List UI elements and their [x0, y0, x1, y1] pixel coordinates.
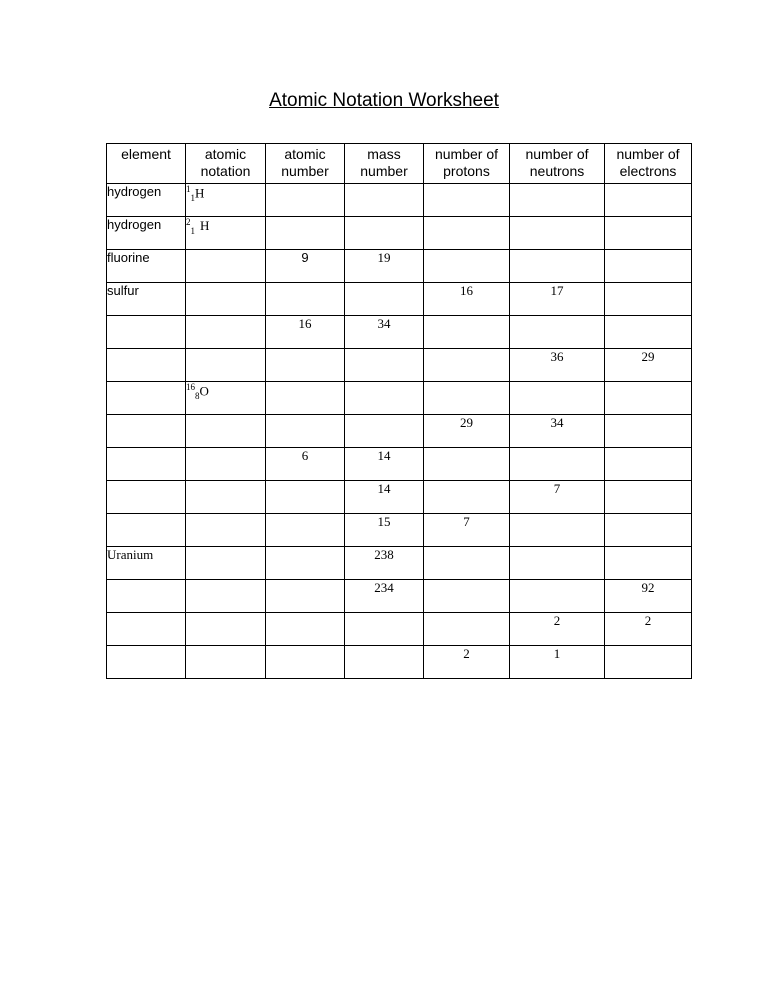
atomic-number-cell [266, 646, 345, 679]
mass-number-cell: 14 [345, 481, 424, 514]
neutrons-cell [510, 217, 605, 250]
header-protons: number of protons [424, 144, 510, 184]
table-row [107, 613, 692, 646]
mass-number-cell [345, 613, 424, 646]
table-row [107, 217, 692, 250]
electrons-cell [605, 184, 692, 217]
protons-cell [424, 250, 510, 283]
table-row [107, 448, 692, 481]
atomic-notation-cell [186, 580, 266, 613]
atomic-notation-cell [186, 250, 266, 283]
element-cell: hydrogen [107, 184, 186, 217]
table-row [107, 646, 692, 679]
electrons-cell [605, 514, 692, 547]
atomic-subscript: 8 [195, 390, 200, 401]
table-row [107, 316, 692, 349]
neutrons-cell [510, 316, 605, 349]
mass-number-cell [345, 382, 424, 415]
atomic-notation-cell [186, 283, 266, 316]
atomic-number-cell [266, 217, 345, 250]
mass-number-cell: 238 [345, 547, 424, 580]
atomic-number-cell [266, 580, 345, 613]
mass-number-cell [345, 184, 424, 217]
atomic-subscript: 1 [190, 225, 195, 236]
electrons-cell [605, 547, 692, 580]
neutrons-cell [510, 448, 605, 481]
electrons-cell [605, 481, 692, 514]
electrons-cell [605, 250, 692, 283]
element-cell [107, 382, 186, 415]
neutrons-cell: 7 [510, 481, 605, 514]
neutrons-cell [510, 580, 605, 613]
table-row [107, 382, 692, 415]
atomic-number-cell [266, 184, 345, 217]
neutrons-cell [510, 184, 605, 217]
electrons-cell [605, 415, 692, 448]
element-cell: hydrogen [107, 217, 186, 250]
atomic-notation-cell [186, 613, 266, 646]
header-atomic-notation: atomic notation [186, 144, 266, 184]
atomic-number-cell [266, 514, 345, 547]
table-row [107, 283, 692, 316]
mass-number-cell [345, 283, 424, 316]
atomic-number-cell [266, 547, 345, 580]
table-row [107, 481, 692, 514]
element-symbol: H [195, 185, 205, 201]
atomic-subscript: 1 [190, 192, 195, 203]
mass-number-cell [345, 349, 424, 382]
atomic-notation-cell [186, 481, 266, 514]
element-cell: Uranium [107, 547, 186, 580]
atomic-notation-cell [186, 514, 266, 547]
element-symbol: O [199, 383, 209, 399]
neutrons-cell [510, 514, 605, 547]
worksheet-table [106, 143, 692, 679]
protons-cell [424, 448, 510, 481]
header-row [107, 144, 692, 184]
atomic-number-cell [266, 349, 345, 382]
header-electrons: number of electrons [605, 144, 692, 184]
element-symbol: H [200, 218, 210, 234]
element-cell [107, 448, 186, 481]
atomic-notation-cell [186, 382, 266, 415]
atomic-notation-cell [186, 184, 266, 217]
atomic-number-cell: 9 [266, 250, 345, 283]
element-cell [107, 316, 186, 349]
mass-number-cell [345, 217, 424, 250]
table-row [107, 547, 692, 580]
header-element: element [107, 144, 186, 184]
mass-number-cell: 19 [345, 250, 424, 283]
mass-number-cell [345, 646, 424, 679]
protons-cell [424, 481, 510, 514]
element-cell [107, 415, 186, 448]
protons-cell: 29 [424, 415, 510, 448]
element-cell [107, 613, 186, 646]
electrons-cell [605, 382, 692, 415]
mass-number-cell: 15 [345, 514, 424, 547]
atomic-number-cell: 6 [266, 448, 345, 481]
element-cell [107, 514, 186, 547]
atomic-notation-cell [186, 547, 266, 580]
table-row [107, 184, 692, 217]
mass-superscript: 16 [186, 382, 195, 392]
electrons-cell [605, 448, 692, 481]
atomic-notation-cell [186, 349, 266, 382]
element-cell [107, 349, 186, 382]
neutrons-cell: 17 [510, 283, 605, 316]
protons-cell [424, 580, 510, 613]
protons-cell [424, 349, 510, 382]
mass-number-cell [345, 415, 424, 448]
neutrons-cell [510, 382, 605, 415]
element-cell: fluorine [107, 250, 186, 283]
protons-cell [424, 547, 510, 580]
protons-cell [424, 613, 510, 646]
electrons-cell: 92 [605, 580, 692, 613]
atomic-number-cell [266, 283, 345, 316]
element-cell [107, 580, 186, 613]
protons-cell [424, 217, 510, 250]
atomic-notation-cell [186, 646, 266, 679]
neutrons-cell: 2 [510, 613, 605, 646]
page-title: Atomic Notation Worksheet [269, 90, 499, 111]
element-cell [107, 481, 186, 514]
header-mass-number: mass number [345, 144, 424, 184]
mass-superscript: 1 [186, 184, 191, 194]
neutrons-cell [510, 250, 605, 283]
atomic-notation-cell [186, 415, 266, 448]
atomic-number-cell [266, 481, 345, 514]
mass-number-cell: 34 [345, 316, 424, 349]
mass-superscript: 2 [186, 217, 191, 227]
protons-cell: 2 [424, 646, 510, 679]
neutrons-cell [510, 547, 605, 580]
atomic-notation-cell [186, 448, 266, 481]
table-row [107, 349, 692, 382]
mass-number-cell: 14 [345, 448, 424, 481]
atomic-number-cell [266, 613, 345, 646]
atomic-number-cell [266, 415, 345, 448]
electrons-cell [605, 283, 692, 316]
table-row [107, 514, 692, 547]
atomic-notation-cell [186, 316, 266, 349]
protons-cell: 7 [424, 514, 510, 547]
neutrons-cell: 1 [510, 646, 605, 679]
protons-cell [424, 316, 510, 349]
protons-cell [424, 184, 510, 217]
atomic-notation-cell [186, 217, 266, 250]
electrons-cell [605, 646, 692, 679]
atomic-number-cell [266, 382, 345, 415]
table-row [107, 250, 692, 283]
neutrons-cell: 34 [510, 415, 605, 448]
electrons-cell [605, 217, 692, 250]
atomic-number-cell: 16 [266, 316, 345, 349]
mass-number-cell: 234 [345, 580, 424, 613]
header-neutrons: number of neutrons [510, 144, 605, 184]
table-row [107, 580, 692, 613]
table-row [107, 415, 692, 448]
element-cell [107, 646, 186, 679]
electrons-cell: 29 [605, 349, 692, 382]
electrons-cell [605, 316, 692, 349]
electrons-cell: 2 [605, 613, 692, 646]
header-atomic-number: atomic number [266, 144, 345, 184]
protons-cell: 16 [424, 283, 510, 316]
neutrons-cell: 36 [510, 349, 605, 382]
element-cell: sulfur [107, 283, 186, 316]
protons-cell [424, 382, 510, 415]
